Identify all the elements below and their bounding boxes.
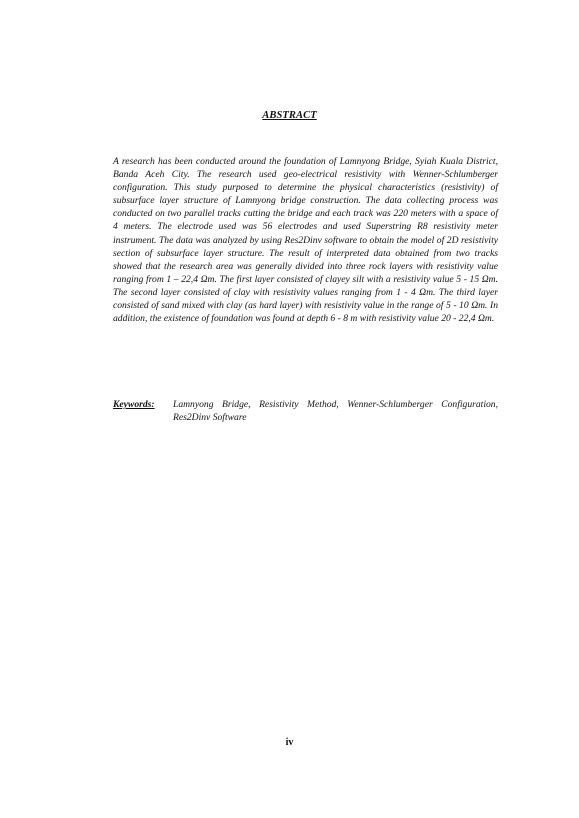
page-number: iv	[285, 737, 294, 748]
keywords-section	[113, 398, 498, 424]
keywords-label: Keywords:	[113, 399, 155, 410]
keywords-text: Lamnyong Bridge, Resistivity Method, Wenner-Schlumberger Configuration, Res2Dinv Software	[173, 399, 498, 424]
abstract-title: ABSTRACT	[262, 110, 317, 121]
abstract-body: A research has been conducted around the foundation of Lamnyong Bridge, Syiah Kuala District, Banda Aceh City. The research used geo-electrical resistivity with Wenner-Schlumberger configuration. This study purposed to determine the physical characteristics (resistivity) of subsurface layer structure of Lamnyong bridge construction. The data collecting process was conducted on two parallel tracks cutting the bridge and each track was 220 meters with a space of 4 meters. The electrode used was 56 electrodes and used Superstring R8 resistivity meter instrument. The data was analyzed by using Res2Dinv software to obtain the model of 2D resistivity section of subsurface layer structure. The result of interpreted data obtained from two tracks showed that the research area was generally divided into three rock layers with resistivity value ranging from 1 – 22,4 Ωm. The first layer consisted of clayey silt with a resistivity value 5 - 15 Ωm. The second layer consisted of clay with resistivity values ranging from 1 - 4 Ωm. The third layer consisted of sand mixed with clay (as hard layer) with resistivity value in the range of 5 - 10 Ωm. In addition, the existence of foundation was found at depth 6 - 8 m with resistivity value 20 - 22,4 Ωm.	[113, 156, 498, 325]
